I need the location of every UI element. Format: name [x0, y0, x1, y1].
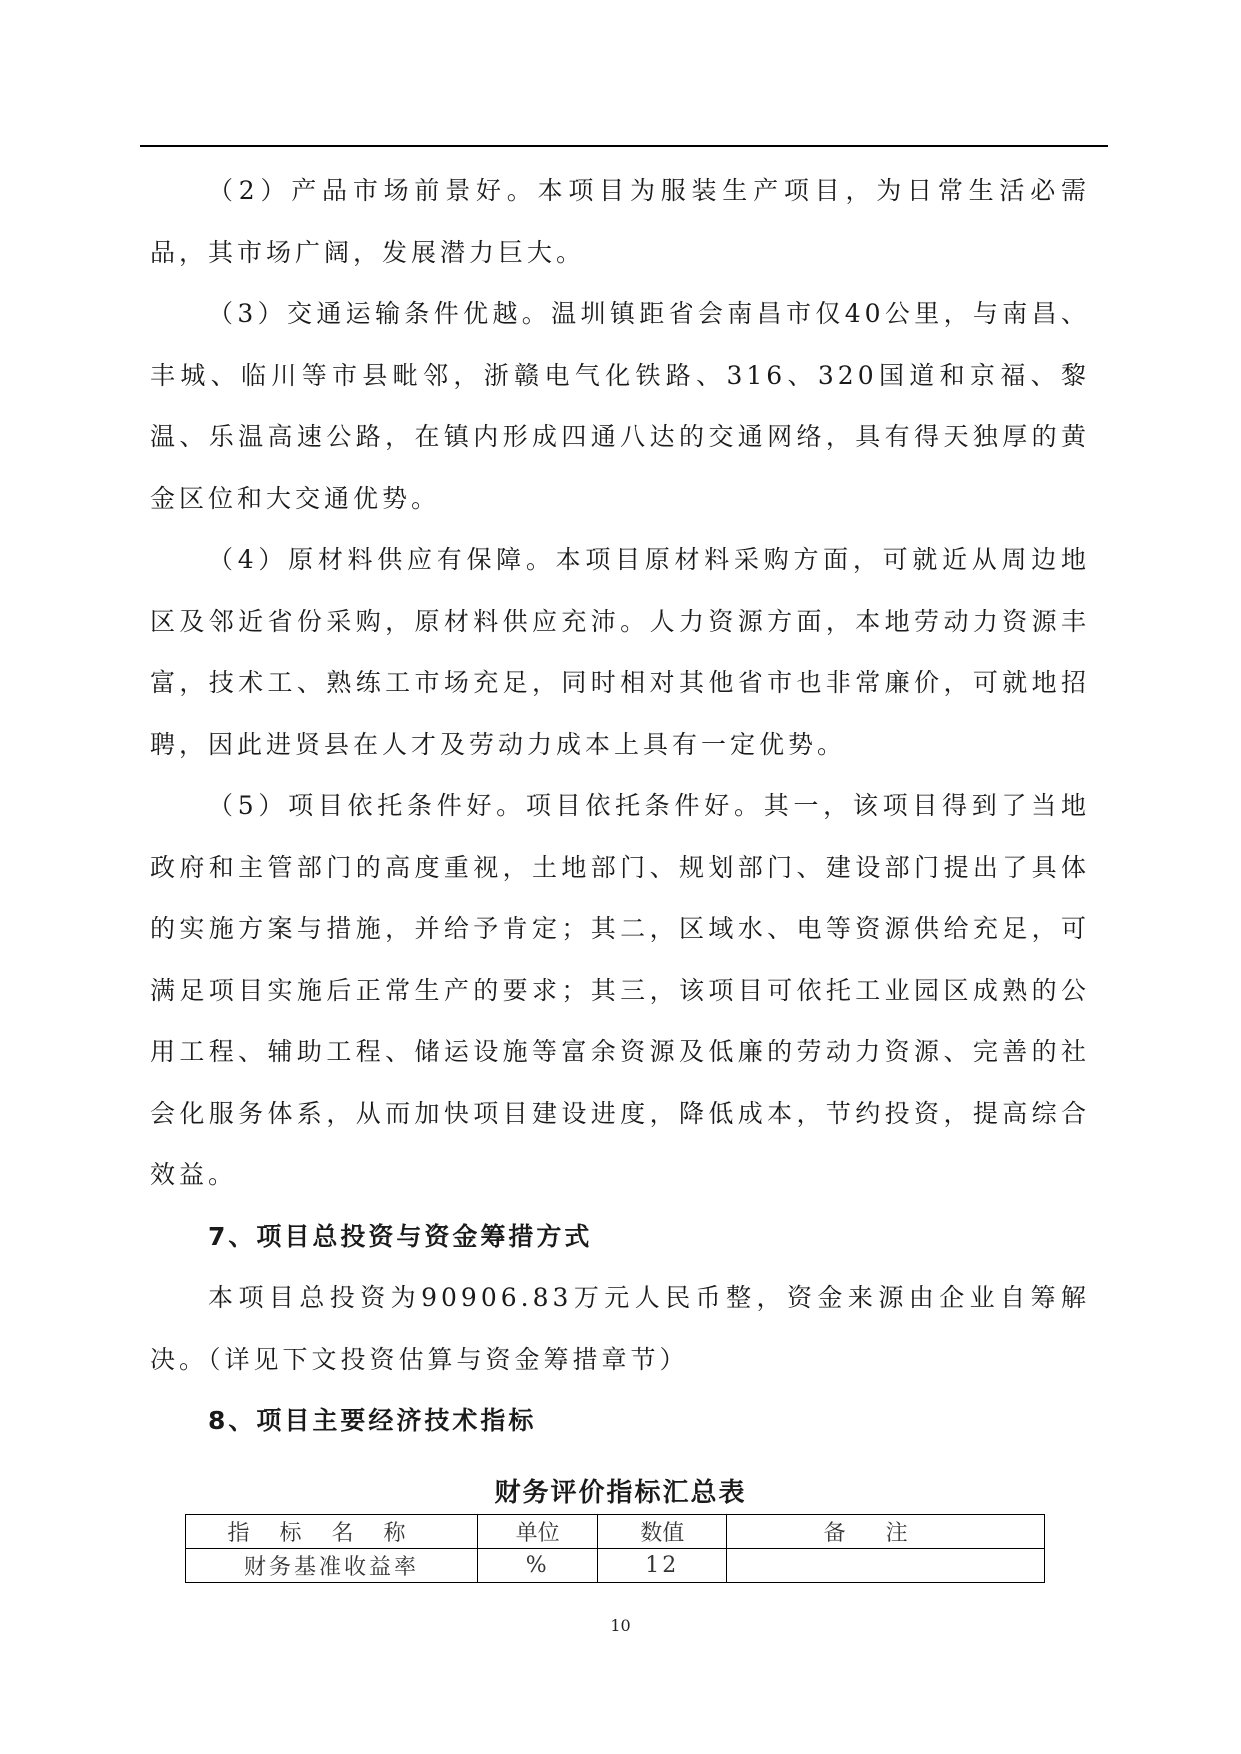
header-indicator-name: 指标名称: [186, 1515, 478, 1549]
header-value: 数值: [598, 1515, 727, 1549]
cell-indicator-name: 财务基准收益率: [186, 1549, 478, 1583]
financial-indicators-table: [185, 1514, 1045, 1583]
cell-unit: %: [478, 1549, 598, 1583]
section-7-text: 本项目总投资为90906.83万元人民币整，资金来源由企业自筹解决。（详见下文投资估算与资金筹措章节）: [150, 1283, 1090, 1374]
header-remarks: 备注: [727, 1515, 1045, 1549]
header-unit: 单位: [478, 1515, 598, 1549]
header-rule: [140, 145, 1108, 147]
table-title: 财务评价指标汇总表: [494, 1478, 747, 1508]
section-8-heading: 8、项目主要经济技术指标: [208, 1406, 537, 1435]
paragraph-raw-materials: （4）原材料供应有保障。本项目原材料采购方面，可就近从周边地区及邻近省份采购，原材料供应充沛。人力资源方面，本地劳动力资源丰富，技术工、熟练工市场充足，同时相对其他省市也非常廉价，可就地招聘，因此进贤县在人才及劳动力成本上具有一定优势。: [150, 545, 1090, 759]
table-header-row: [186, 1515, 1045, 1549]
paragraph-transport: （3）交通运输条件优越。温圳镇距省会南昌市仅40公里，与南昌、丰城、临川等市县毗邻，浙赣电气化铁路、316、320国道和京福、黎温、乐温高速公路，在镇内形成四通八达的交通网络，具有得天独厚的黄金区位和大交通优势。: [150, 299, 1090, 513]
cell-remarks: [727, 1549, 1045, 1583]
document-body: [150, 160, 1090, 1452]
paragraph-market-prospect: （2）产品市场前景好。本项目为服装生产项目，为日常生活必需品，其市场广阔，发展潜力巨大。: [150, 176, 1090, 267]
section-7-heading: 7、项目总投资与资金筹措方式: [208, 1221, 593, 1251]
page-number: 10: [610, 1616, 631, 1635]
table-row: [186, 1549, 1045, 1583]
paragraph-project-support: （5）项目依托条件好。项目依托条件好。其一，该项目得到了当地政府和主管部门的高度重视，土地部门、规划部门、建设部门提出了具体的实施方案与措施，并给予肯定；其二，区域水、电等资源供给充足，可满足项目实施后正常生产的要求；其三，该项目可依托工业园区成熟的公用工程、辅助工程、储运设施等富余资源及低廉的劳动力资源、完善的社会化服务体系，从而加快项目建设进度，降低成本，节约投资，提高综合效益。: [150, 791, 1090, 1189]
cell-value: 12: [598, 1549, 727, 1583]
